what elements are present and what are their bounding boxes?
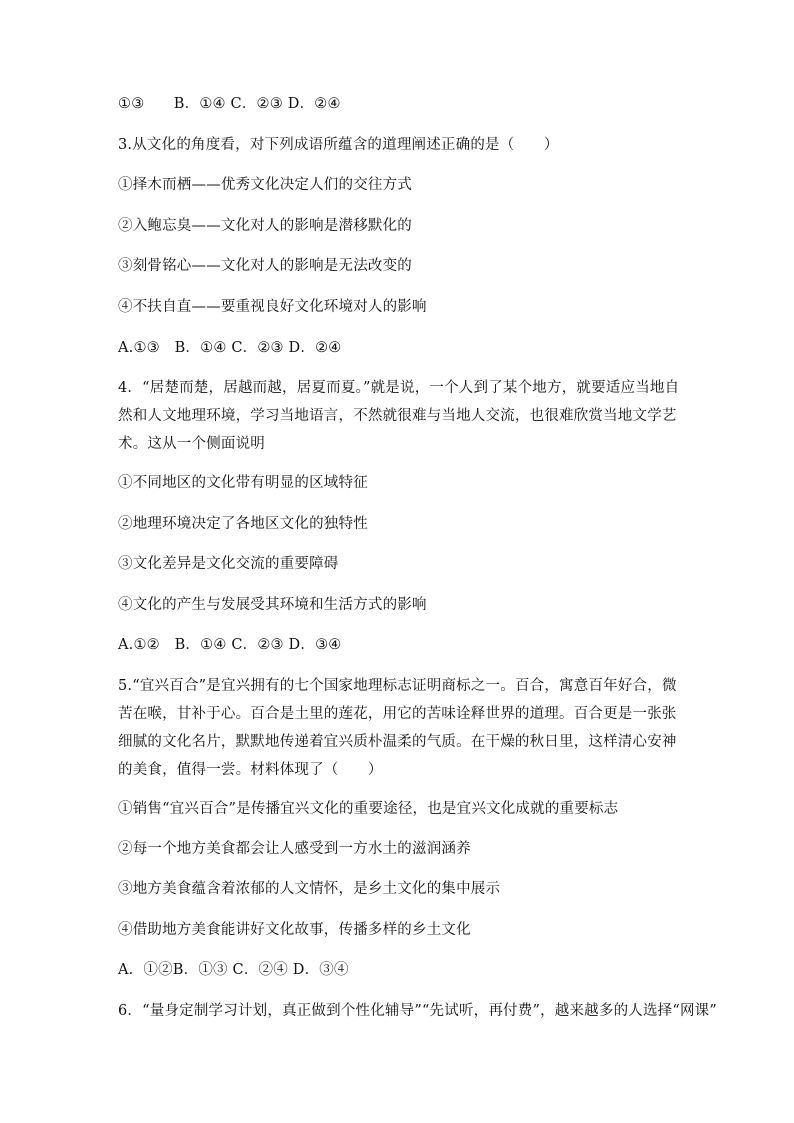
q3-item-2: ②入鲍忘臭——文化对人的影响是潜移默化的 bbox=[118, 218, 412, 234]
q5-item-3: ③地方美食蕴含着浓郁的人文情怀，是乡土文化的集中展示 bbox=[118, 881, 501, 897]
q5-stem: 5.“宜兴百合”是宜兴拥有的七个国家地理标志证明商标之一。百合，寓意百年好合，微苦在喉，甘补于心。百合是土里的莲花，用它的苦味诠释世界的道理。百合更是一张张细腻的文化名片，默默地传递着宜兴质朴温柔的气质。在干燥的秋日里，这样清心安神的美食，值得一尝。材料体现了（ ） bbox=[118, 678, 677, 778]
q4-options: A.①② B．①④ C．②③ D．③④ bbox=[118, 637, 342, 653]
q6-stem: 6．“量身定制学习计划，真正做到个性化辅导”“先试听，再付费”，越来越多的人选择“网课” bbox=[118, 1003, 717, 1019]
q5-options: A．①②B．①③ C．②④ D．③④ bbox=[118, 962, 349, 978]
q3-item-3: ③刻骨铭心——文化对人的影响是无法改变的 bbox=[118, 258, 412, 274]
q2-options: ①③ B．①④ C．②③ D．②④ bbox=[118, 96, 341, 112]
q4-item-3: ③文化差异是文化交流的重要障碍 bbox=[118, 556, 339, 572]
q5-item-1: ①销售“宜兴百合”是传播宜兴文化的重要途径，也是宜兴文化成就的重要标志 bbox=[118, 801, 619, 817]
q4-item-1: ①不同地区的文化带有明显的区域特征 bbox=[118, 475, 368, 491]
q4-item-2: ②地理环境决定了各地区文化的独特性 bbox=[118, 516, 368, 532]
q5-item-4: ④借助地方美食能讲好文化故事，传播多样的乡土文化 bbox=[118, 922, 471, 938]
q3-options: A.①③ B．①④ C．②③ D．②④ bbox=[118, 340, 342, 356]
q4-stem: 4．“居楚而楚，居越而越，居夏而夏。”就是说，一个人到了某个地方，就要适应当地自然和人文地理环境，学习当地语言，不然就很难与当地人交流，也很难欣赏当地文学艺术。这从一个侧面说明 bbox=[118, 380, 680, 452]
q3-item-1: ①择木而栖——优秀文化决定人们的交往方式 bbox=[118, 177, 412, 193]
q5-item-2: ②每一个地方美食都会让人感受到一方水土的滋润涵养 bbox=[118, 841, 471, 857]
q3-stem: 3.从文化的角度看，对下列成语所蕴含的道理阐述正确的是（ ） bbox=[118, 137, 559, 153]
q4-item-4: ④文化的产生与发展受其环境和生活方式的影响 bbox=[118, 597, 427, 613]
q3-item-4: ④不扶自直——要重视良好文化环境对人的影响 bbox=[118, 299, 427, 315]
